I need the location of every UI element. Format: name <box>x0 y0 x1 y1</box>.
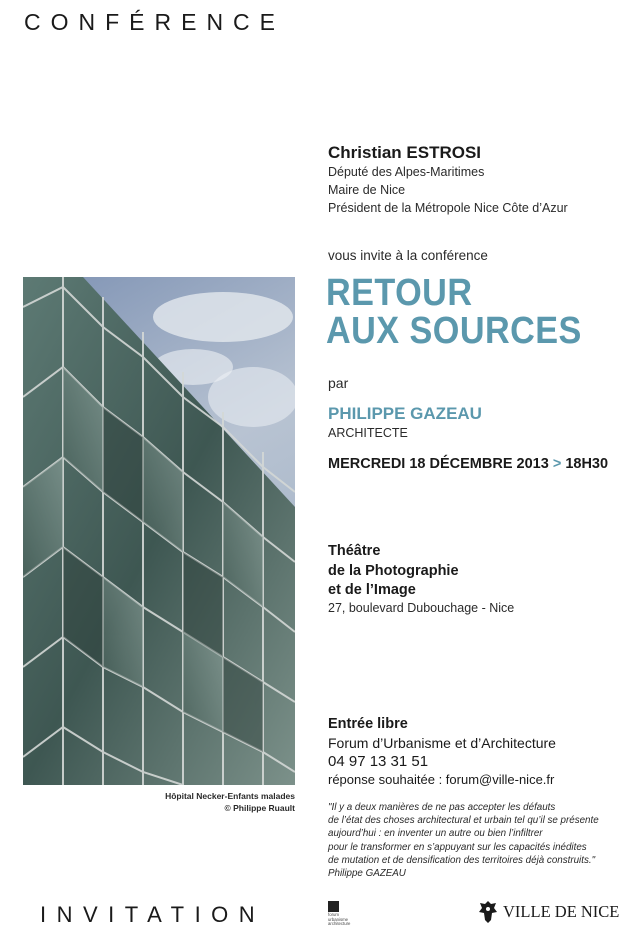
host-title-president: Président de la Métropole Nice Côte d’Azur <box>328 201 568 215</box>
building-facade-image <box>23 277 295 785</box>
conference-label: CONFÉRENCE <box>24 9 286 35</box>
photo-caption-title: Hôpital Necker-Enfants malades <box>165 791 295 801</box>
speaker-role: ARCHITECTE <box>328 426 408 440</box>
host-title-mayor: Maire de Nice <box>328 183 406 197</box>
conference-title-line-1: RETOUR <box>326 272 473 314</box>
nice-eagle-icon <box>478 900 498 924</box>
forum-logo <box>328 901 366 925</box>
venue-name-line-1: Théâtre <box>328 543 381 559</box>
by-label: par <box>328 375 349 391</box>
entry-organizer: Forum d’Urbanisme et d’Architecture <box>328 735 556 751</box>
ville-de-nice-logo <box>478 899 619 925</box>
entry-phone: 04 97 13 31 51 <box>328 753 429 770</box>
architect-quote <box>328 801 623 880</box>
host-title-deputy: Député des Alpes-Maritimes <box>328 165 485 179</box>
host-name: Christian ESTROSI <box>328 143 482 162</box>
forum-logo-mark <box>328 901 339 912</box>
forum-logo-line: urbanisme <box>328 916 349 922</box>
event-datetime <box>328 456 608 472</box>
building-photo <box>23 277 295 785</box>
date-time-separator: > <box>552 456 562 472</box>
quote-author: Philippe GAZEAU <box>328 868 406 880</box>
conference-title-line-2: AUX SOURCES <box>326 310 582 352</box>
forum-logo-text <box>328 913 350 927</box>
quote-line: de mutation et de densification des territoires déjà construits." <box>328 854 596 866</box>
invitation-text: vous invite à la conférence <box>328 248 488 263</box>
photo-caption <box>165 791 295 814</box>
quote-line: de l’état des choses architectural et urbain tel qu’il se présente <box>328 815 599 827</box>
photo-credit: © Philippe Ruault <box>224 802 295 813</box>
entry-title: Entrée libre <box>328 716 408 732</box>
forum-logo-line: architecture <box>328 921 351 927</box>
ville-de-nice-text: VILLE DE NICE <box>503 902 620 921</box>
venue-name-line-2: de la Photographie <box>328 563 459 579</box>
invitation-label: INVITATION <box>40 902 266 927</box>
forum-logo-line: forum <box>328 912 339 917</box>
quote-line: "Il y a deux manières de ne pas accepter les défauts <box>328 802 556 813</box>
venue-address: 27, boulevard Dubouchage - Nice <box>328 601 515 615</box>
quote-line: pour le transformer en s’appuyant sur les capacités inédites <box>328 841 587 853</box>
quote-line: aujourd’hui : en inventer un autre ou bien l’infiltrer <box>328 828 543 840</box>
entry-rsvp: réponse souhaitée : forum@ville-nice.fr <box>328 772 555 787</box>
event-date: MERCREDI 18 DÉCEMBRE 2013 <box>328 456 549 472</box>
event-time: 18H30 <box>565 456 609 472</box>
venue-name-line-3: et de l’Image <box>328 582 416 598</box>
speaker-name: PHILIPPE GAZEAU <box>328 404 482 423</box>
